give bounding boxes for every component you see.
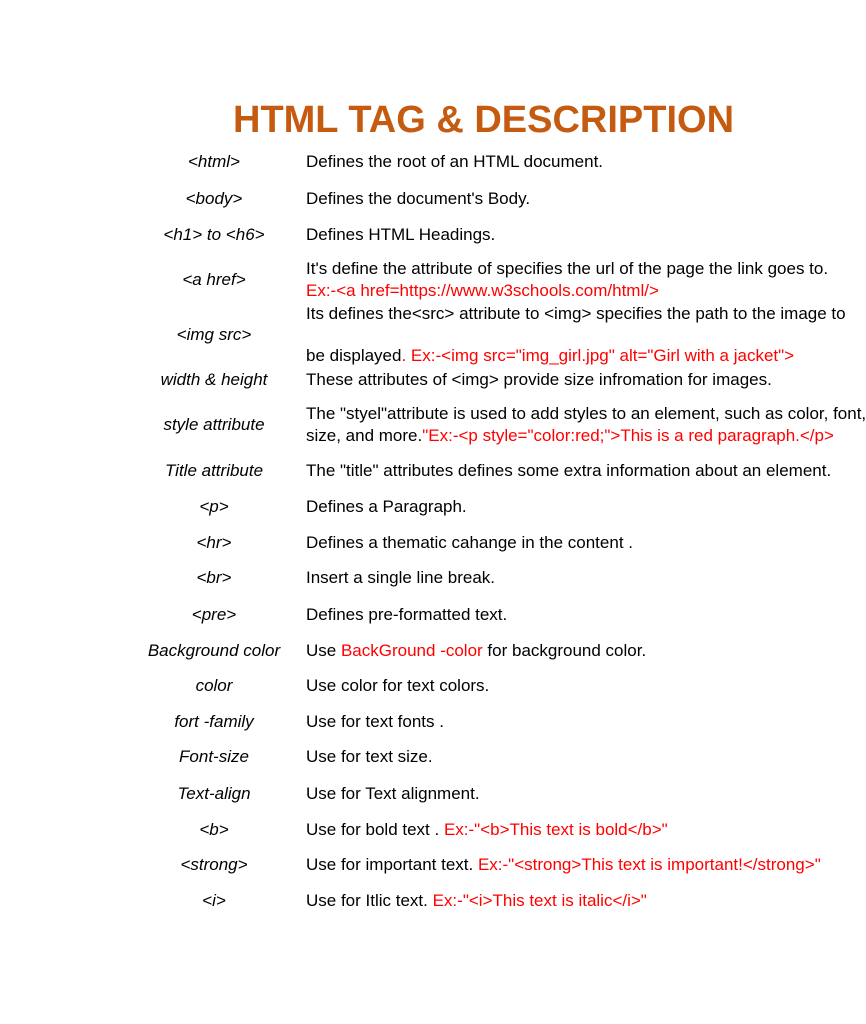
- highlight-text: BackGround -color: [340, 641, 483, 660]
- description-cell: [306, 889, 668, 913]
- tag-cell: <hr>: [196, 533, 232, 552]
- tag-cell: Background color: [147, 641, 281, 660]
- tag-cell: width & height: [160, 370, 268, 389]
- tag-cell: <body>: [185, 189, 243, 208]
- tag-cell: <br>: [196, 568, 232, 587]
- description-text: for background color.: [482, 641, 647, 660]
- tag-cell: fort -family: [174, 712, 254, 731]
- description-cell: [306, 403, 866, 447]
- description-cell: Defines a Paragraph.: [306, 497, 467, 516]
- example-text: "Ex:-<p style="color:red;">This is a red paragraph.</p>: [422, 426, 834, 445]
- description-cell: [306, 853, 821, 877]
- description-cell: [306, 258, 829, 302]
- tag-cell: <img src>: [176, 325, 252, 344]
- tag-cell: <a href>: [182, 270, 246, 289]
- description-cell: Defines a thematic cahange in the content .: [306, 533, 633, 552]
- description-cell: [306, 303, 846, 367]
- description-line: The "styel"attribute is used to add styles to an element, such as color, font,: [306, 404, 866, 423]
- description-cell: Use for text fonts .: [306, 712, 444, 731]
- description-text: be displayed: [306, 346, 402, 365]
- description-cell: Use for Text alignment.: [306, 784, 480, 803]
- description-line-2: [306, 425, 834, 447]
- tag-cell: <h1> to <h6>: [163, 225, 265, 244]
- tag-cell: <strong>: [180, 855, 248, 874]
- description-text: Use for important text.: [306, 855, 478, 874]
- example-text: Ex:-"<strong>This text is important!</strong>": [477, 855, 821, 874]
- tag-cell: <p>: [199, 497, 229, 516]
- description-cell: Use color for text colors.: [306, 676, 490, 695]
- description-text: Use: [306, 641, 341, 660]
- description-cell: Defines HTML Headings.: [306, 225, 496, 244]
- description-line: It's define the attribute of specifies the url of the page the link goes to.: [306, 259, 829, 278]
- tag-cell: style attribute: [163, 415, 265, 434]
- description-text: Use for Itlic text.: [306, 891, 433, 910]
- description-cell: [306, 639, 668, 663]
- tag-cell: Title attribute: [164, 461, 264, 480]
- separator-text: .: [401, 346, 411, 365]
- tag-cell: <i>: [202, 891, 226, 910]
- description-cell: These attributes of <img> provide size infromation for images.: [306, 370, 772, 389]
- description-cell: [306, 818, 668, 842]
- tag-cell: <html>: [188, 152, 240, 171]
- description-cell: Insert a single line break.: [306, 568, 495, 587]
- tag-cell: <b>: [199, 820, 229, 839]
- tag-cell: color: [195, 676, 233, 695]
- description-line-2: [306, 345, 795, 367]
- page-title: HTML TAG & DESCRIPTION: [233, 99, 735, 141]
- example-text: Ex:-<img src="img_girl.jpg" alt="Girl with a jacket">: [410, 346, 795, 365]
- description-cell: Defines the document's Body.: [306, 189, 531, 208]
- example-text: Ex:-"<b>This text is bold</b>": [443, 820, 668, 839]
- description-text: Use for bold text .: [306, 820, 444, 839]
- description-cell: The "title" attributes defines some extra information about an element.: [306, 461, 832, 480]
- example-text: Ex:-"<i>This text is italic</i>": [432, 891, 647, 910]
- tag-cell: Font-size: [179, 747, 249, 766]
- description-cell: Defines pre-formatted text.: [306, 605, 508, 624]
- description-cell: Use for text size.: [306, 747, 433, 766]
- description-cell: Defines the root of an HTML document.: [306, 152, 604, 171]
- tag-cell: <pre>: [191, 605, 237, 624]
- example-text: Ex:-<a href=https://www.w3schools.com/html/>: [306, 281, 659, 300]
- description-text: size, and more.: [306, 426, 423, 445]
- description-line: Its defines the<src> attribute to <img> specifies the path to the image to: [306, 304, 846, 323]
- tag-cell: Text-align: [177, 784, 251, 803]
